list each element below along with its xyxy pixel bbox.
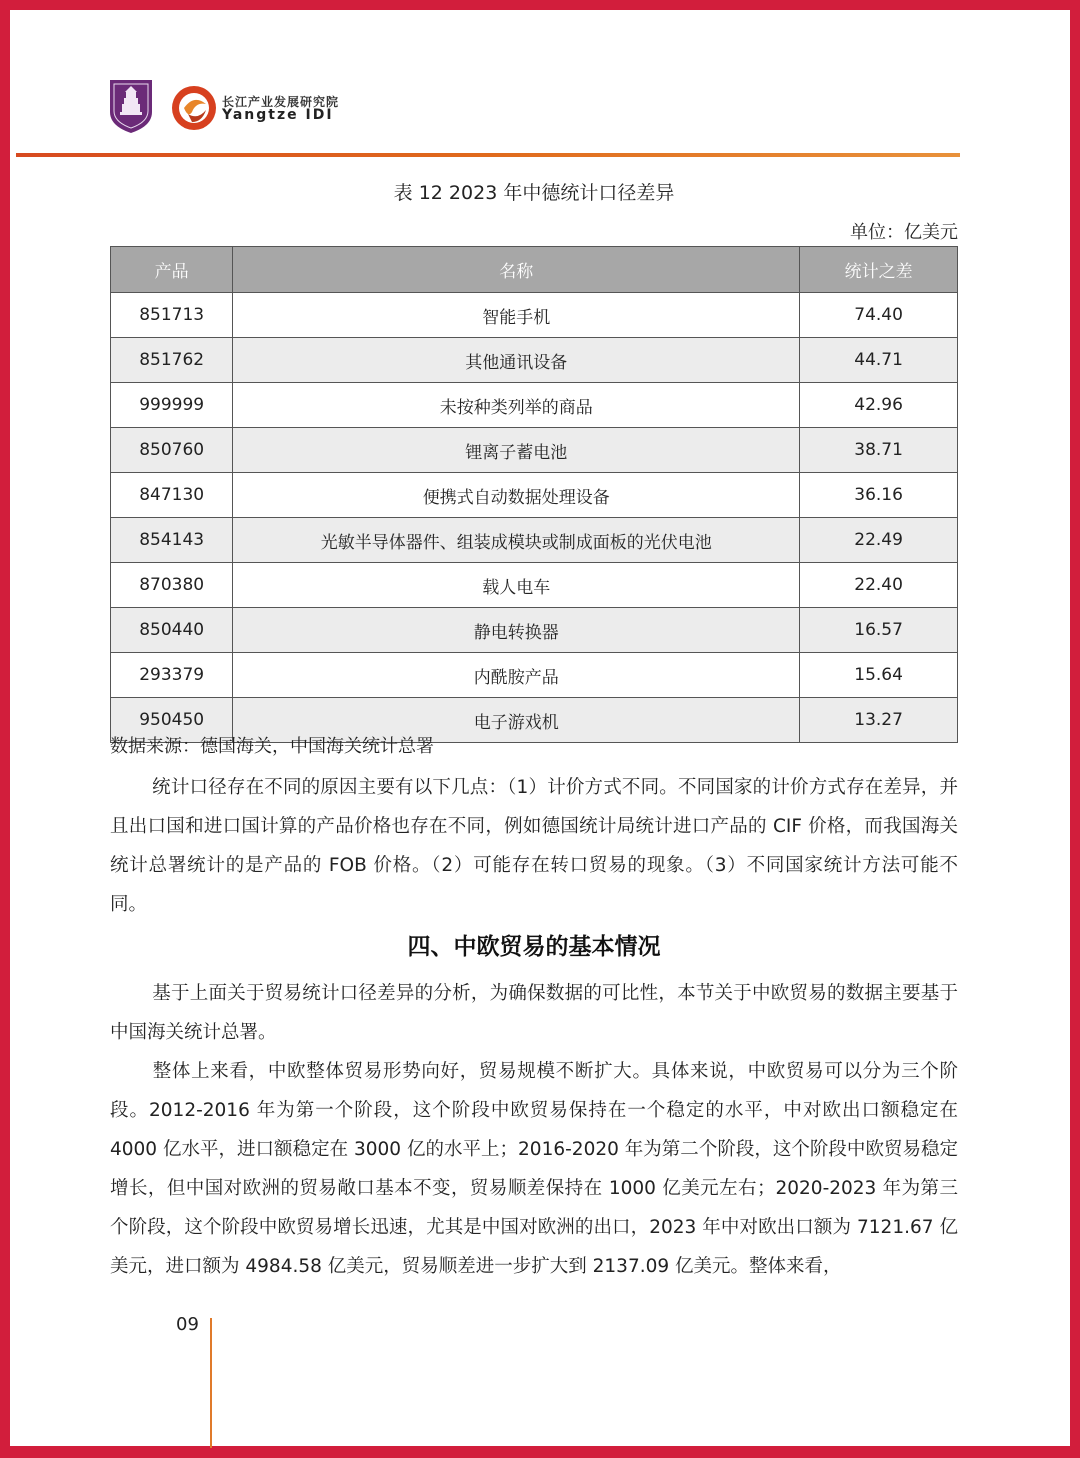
cell-value: 42.96	[800, 383, 958, 428]
table-row	[111, 518, 958, 563]
institute-logo-icon	[170, 84, 218, 132]
body-paragraph-1-text: 统计口径存在不同的原因主要有以下几点：（1）计价方式不同。不同国家的计价方式存在差异，并且出口国和进口国计算的产品价格也存在不同，例如德国统计局统计进口产品的 CIF 价格，而我国海关统计总署统计的是产品的 FOB 价格。（2）可能存在转口贸易的现象。（3）不同国家统计方法可能不同。	[110, 777, 958, 915]
section-heading: 四、中欧贸易的基本情况	[407, 934, 661, 960]
table-title: 表 12 2023 年中德统计口径差异	[393, 182, 675, 204]
cell-name: 光敏半导体器件、组装成模块或制成面板的光伏电池	[233, 518, 800, 563]
header-stat-difference: 统计之差	[800, 247, 958, 293]
cell-value: 16.57	[800, 608, 958, 653]
page-number-rule	[210, 1318, 212, 1448]
cell-name: 电子游戏机	[233, 698, 800, 743]
body-paragraph-3-text: 整体上来看，中欧整体贸易形势向好，贸易规模不断扩大。具体来说，中欧贸易可以分为三个阶段。2012-2016 年为第一个阶段，这个阶段中欧贸易保持在一个稳定的水平，中对欧出口额稳定在 4000 亿水平，进口额稳定在 3000 亿的水平上；2016-2020 年为第二个阶段，这个阶段中欧贸易稳定增长，但中国对欧洲的贸易敞口基本不变，贸易顺差保持在 1000 亿美元左右；2020-2023 年为第三个阶段，这个阶段中欧贸易增长迅速，尤其是中国对欧洲的出口，2023 年中对欧出口额为 7121.67 亿美元，进口额为 4984.58 亿美元，贸易顺差进一步扩大到 2137.09 亿美元。整体来看，	[110, 1061, 958, 1277]
table-row	[111, 293, 958, 338]
page-number: 09	[176, 1314, 199, 1335]
body-paragraph-1	[110, 768, 958, 924]
cell-name: 载人电车	[233, 563, 800, 608]
cell-code: 950450	[111, 698, 233, 743]
cell-value: 15.64	[800, 653, 958, 698]
body-paragraph-2	[110, 974, 958, 1052]
cell-value: 44.71	[800, 338, 958, 383]
table-unit: 单位：亿美元	[850, 222, 958, 243]
cell-value: 22.40	[800, 563, 958, 608]
cell-value: 22.49	[800, 518, 958, 563]
table-row	[111, 653, 958, 698]
header-product-name: 名称	[233, 247, 800, 293]
institute-name-en: Yangtze IDI	[222, 107, 334, 123]
body-paragraph-3	[110, 1052, 958, 1286]
cell-code: 850760	[111, 428, 233, 473]
header-product-code: 产品	[111, 247, 233, 293]
cell-name: 智能手机	[233, 293, 800, 338]
table-row	[111, 428, 958, 473]
institute-name-cn: 长江产业发展研究院	[222, 95, 340, 109]
cell-name: 便携式自动数据处理设备	[233, 473, 800, 518]
cell-value: 74.40	[800, 293, 958, 338]
table-row	[111, 473, 958, 518]
cell-code: 854143	[111, 518, 233, 563]
body-paragraph-2-text: 基于上面关于贸易统计口径差异的分析，为确保数据的可比性，本节关于中欧贸易的数据主要基于中国海关统计总署。	[110, 983, 958, 1043]
cell-name: 静电转换器	[233, 608, 800, 653]
cell-value: 36.16	[800, 473, 958, 518]
cell-code: 870380	[111, 563, 233, 608]
university-seal-icon	[108, 78, 154, 134]
cell-code: 999999	[111, 383, 233, 428]
data-table	[110, 246, 958, 743]
table-row	[111, 383, 958, 428]
table-header-row	[111, 247, 958, 293]
table-row	[111, 608, 958, 653]
data-source-note: 数据来源：德国海关，中国海关统计总署	[110, 736, 434, 757]
cell-code: 293379	[111, 653, 233, 698]
cell-code: 851713	[111, 293, 233, 338]
cell-name: 内酰胺产品	[233, 653, 800, 698]
table-row	[111, 338, 958, 383]
cell-value: 13.27	[800, 698, 958, 743]
header-divider	[16, 153, 960, 157]
cell-code: 851762	[111, 338, 233, 383]
cell-value: 38.71	[800, 428, 958, 473]
cell-name: 锂离子蓄电池	[233, 428, 800, 473]
cell-code: 850440	[111, 608, 233, 653]
cell-code: 847130	[111, 473, 233, 518]
cell-name: 其他通讯设备	[233, 338, 800, 383]
table-row	[111, 563, 958, 608]
cell-name: 未按种类列举的商品	[233, 383, 800, 428]
